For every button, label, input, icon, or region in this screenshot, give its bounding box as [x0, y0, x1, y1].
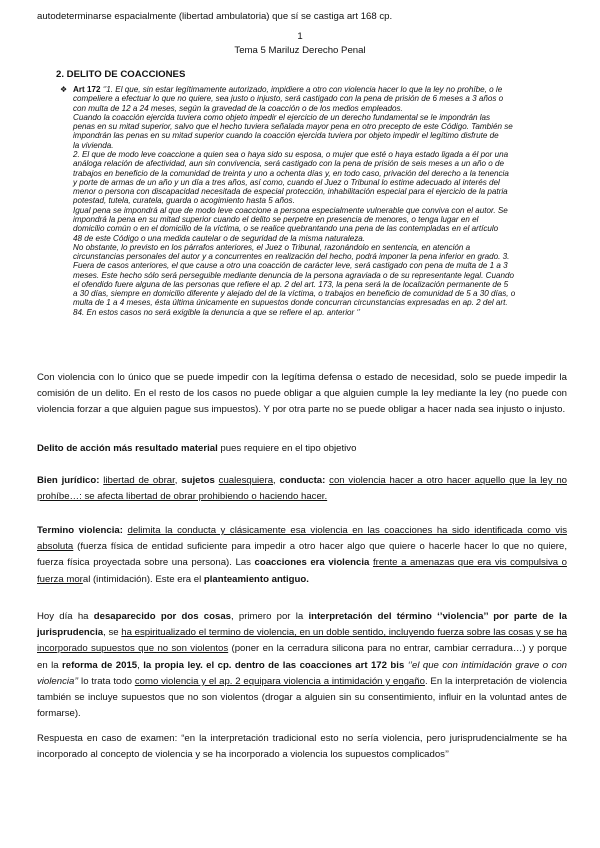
quote-line: domicilio común o en el domicilio de la víctima, o se realice quebrantando una pena de las contempladas en el artículo [73, 224, 499, 234]
quote-line: el ofendido fuere alguna de las personas que refiere el ap. 2 del art. 173, la pena será la de localización permanente de 5 [73, 279, 509, 289]
article-quote [60, 85, 588, 317]
paragraph-respuesta-examen: Respuesta en caso de examen: “en la interpretación tradicional esto no sería violencia, pero jurisprudencialmente se ha incorporado al concepto de violencia y se ha incorporado a violencia los supuestos complicados’’ [37, 733, 567, 761]
article-ref: Art 172 [73, 85, 101, 94]
quote-line: potestad, tutela, curatela, guarda o acogimiento hasta 5 años. [73, 196, 295, 206]
quote-line: y porte de armas de un año y un día a tres años, así como, cuando el Juez o Tribunal lo estime adecuado al interés del [73, 177, 500, 187]
quote-line: 2. El que de modo leve coaccione a quien sea o haya sido su esposa, o mujer que esté o haya estado ligada a él por una [73, 149, 509, 159]
quote-line: meses. Este hecho sólo será perseguible mediante denuncia de la persona agraviada o de su representante legal. Cuando [73, 270, 514, 280]
page-number: 1 [297, 31, 303, 42]
quote-line: circunstancias personales del autor y a concurrentes en realización del hecho, podrá imponer la pena inferior en grado. 3. [73, 252, 510, 262]
quote-line: multa de 1 a 4 meses, ésta última únicamente en supuestos donde concurran circunstancias expresadas en ap. 2 del art. [73, 298, 508, 308]
paragraph-violencia-limites: Con violencia con lo único que se puede impedir con la legítima defensa o estado de necesidad, solo se puede impedir la comisión de un delito. En el resto de los casos no puede obligar a que alguien cumple la ley mediante la ley (no puede con violencia forzar a que alguien pague sus impuestos). Y por otra parte no se puede obligar a hacer nada sea injusto o injusto. [37, 372, 567, 416]
quote-line [60, 85, 588, 94]
top-line: autodeterminarse espacialmente (libertad ambulatoria) que sí se castiga art 168 cp. [37, 11, 393, 22]
quote-line: la vivienda. [73, 140, 114, 150]
section-title: 2. DELITO DE COACCIONES [56, 69, 186, 80]
quote-line: con multa de 12 a 24 meses, según la gravedad de la coacción o de los medios empleados. [73, 103, 403, 113]
quote-line: compeliere a efectuar lo que no quiere, sea justo o injusto, será castigado con la pena de prisión de 6 meses a 3 años o [73, 94, 504, 104]
paragraph-delito-accion: Delito de acción más resultado material pues requiere en el tipo objetivo [37, 443, 357, 454]
quote-line: 48 de este Código o una medida cautelar o de seguridad de la misma naturaleza. [73, 233, 366, 243]
quote-line: impondrán las penas en su mitad superior cuando la coacción ejercida tuviera por objeto impedir el legítimo disfrute de [73, 131, 499, 141]
quote-line: menor o persona con discapacidad necesitada de especial protección, inhabilitación especial para el ejercicio de la patria [73, 187, 508, 197]
quote-line: No obstante, lo previsto en los párrafos anteriores, el Juez o Tribunal, razonándolo en sentencia, en atención a [73, 242, 471, 252]
diamond-bullet-icon: ❖ [60, 85, 68, 94]
quote-line: penas en su mitad superior, salvo que el hecho tuviera señalada mayor pena en otro precepto de este Código. También se [73, 122, 513, 132]
quote-line: Cuando la coacción ejercida tuviera como objeto impedir el ejercicio de un derecho fundamental se le impondrán las [73, 112, 491, 122]
quote-line: Fuera de casos anteriores, el que cause a otro una coacción de carácter leve, será castigado con pena de multa de 1 a 3 [73, 261, 508, 271]
quote-text: ‘’1. El que, sin estar legítimamente autorizado, impidiere a otro con violencia hacer lo que la ley no prohíbe, o le [102, 85, 503, 94]
page-header: Tema 5 Mariluz Derecho Penal [234, 45, 366, 56]
quote-line: 84. En estos casos no será exigible la denuncia a que se refiere el ap. anterior ‘’ [73, 307, 361, 317]
paragraph-termino-violencia: Termino violencia: delimita la conducta y clásicamente esa violencia en las coacciones ha sido identificada como vis absoluta (fuerza física de entidad suficiente para impedir a otro hacer algo que quiere o hacerle hacer lo que no quiere, fuerza física proyectada sobre una persona). Las coacciones era violencia frente a amenazas que era vis compulsiva o fuerza moral (intimidación). Este era el planteamiento antiguo. [37, 525, 568, 585]
quote-line: trabajos en beneficio de la comunidad de treinta y uno a ochenta días y, en todo caso, privación del derecho a la tenencia [73, 168, 509, 178]
quote-line: a 30 días, siempre en domicilio diferente y alejado del de la víctima, o trabajos en beneficio de comunidad de 5 a 30 días, o [73, 289, 516, 299]
quote-line: Igual pena se impondrá al que de modo leve coaccione a persona especialmente vulnerable que conviva con el autor. Se [73, 205, 508, 215]
paragraph-hoy-dia: Hoy día ha desaparecido por dos cosas, primero por la interpretación del término ‘’violencia’’ por parte de la jurisprudencia, se ha espiritualizado el termino de violencia, en un doble sentido, incluyendo fuerza sobre las cosas y se ha incorporado supuestos que no son violentos (poner en la cerradura silicona para no entrar, cambiar cerradura…) y porque en la reforma de 2015, la propia ley. el cp. dentro de las coacciones art 172 bis ‘’el que con intimidación grave o con violencia’’ lo trata todo como violencia y el ap. 2 equipara violencia a intimidación y engaño. En la interpretación de violencia también se incluye supuestos que no son violentos (drogar a alguien sin su consentimiento, influir en la voluntad antes de formarse). [37, 611, 568, 720]
paragraph-bien-juridico: Bien jurídico: libertad de obrar, sujetos cualesquiera, conducta: con violencia hacer a otro hacer aquello que la ley no prohíbe…: se afecta libertad de obrar prohibiendo o haciendo hacer. [37, 475, 567, 503]
quote-line: análoga relación de afectividad, aun sin convivencia, será castigado con la pena de prisión de seis meses a un año o de [73, 159, 505, 169]
quote-line: impondrá la pena en su mitad superior cuando el delito se perpetre en presencia de menores, o tenga lugar en el [73, 214, 479, 224]
